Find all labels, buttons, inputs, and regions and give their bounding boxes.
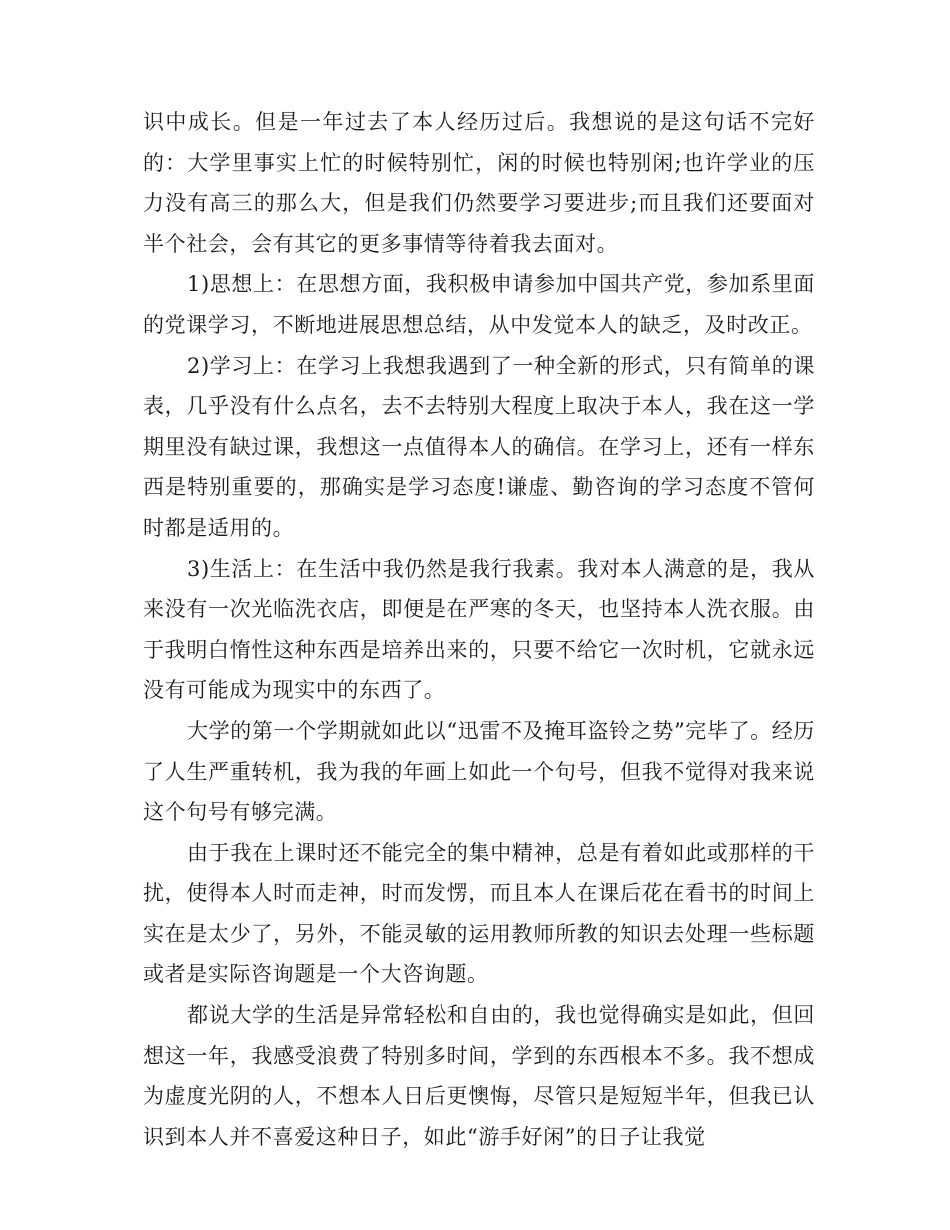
paragraph-intro-continued: 识中成长。但是一年过去了本人经历过后。我想说的是这句话不完好的：大学里事实上忙的时候特别忙，闲的时候也特别闲;也许学业的压力没有高三的那么大，但是我们仍然要学习要进步;而且我们还要面对半个社会，会有其它的更多事情等待着我去面对。 (143, 110, 815, 256)
paragraph-thought: 1)思想上：在思想方面，我积极申请参加中国共产党，参加系里面的党课学习，不断地进展思想总结，从中发觉本人的缺乏，及时改正。 (143, 272, 815, 337)
paragraph-reflection: 都说大学的生活是异常轻松和自由的，我也觉得确实是如此，但回想这一年，我感受浪费了特别多时间，学到的东西根本不多。我不想成为虚度光阴的人，不想本人日后更懊悔，尽管只是短短半年，但我已认识到本人并不喜爱这种日子，如此“游手好闲”的日子让我觉 (143, 1003, 815, 1149)
paragraph-first-semester: 大学的第一个学期就如此以“迅雷不及掩耳盗铃之势”完毕了。经历了人生严重转机，我为我的年画上如此一个句号，但我不觉得对我来说这个句号有够完满。 (143, 718, 815, 825)
paragraph-study: 2)学习上：在学习上我想我遇到了一种全新的形式，只有简单的课表，几乎没有什么点名，去不去特别大程度上取决于本人，我在这一学期里没有缺过课，我想这一点值得本人的确信。在学习上，还有一样东西是特别重要的，那确实是学习态度!谦虚、勤咨询的学习态度不管何时都是适用的。 (143, 353, 815, 540)
document-body (143, 102, 815, 1157)
paragraph-shortcomings: 由于我在上课时还不能完全的集中精神，总是有着如此或那样的干扰，使得本人时而走神，时而发愣，而且本人在课后花在看书的时间上实在是太少了，另外，不能灵敏的运用教师所教的知识去处理一些标题或者是实际咨询题是一个大咨询题。 (143, 840, 815, 987)
paragraph-life: 3)生活上：在生活中我仍然是我行我素。我对本人满意的是，我从来没有一次光临洗衣店，即便是在严寒的冬天，也坚持本人洗衣服。由于我明白惰性这种东西是培养出来的，只要不给它一次时机，它就永远没有可能成为现实中的东西了。 (143, 556, 815, 703)
